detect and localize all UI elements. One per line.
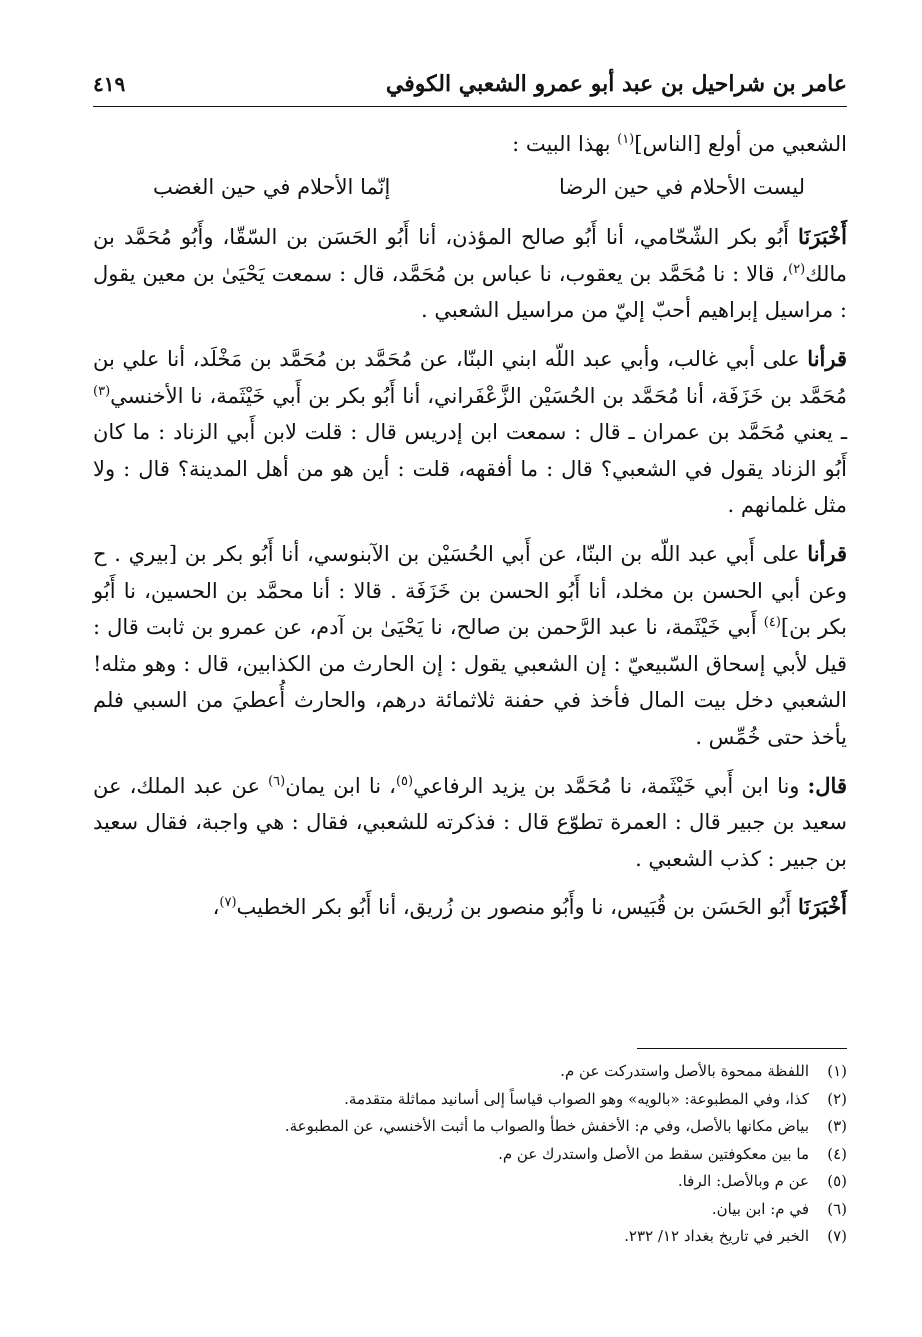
footnote-divider <box>637 1048 847 1049</box>
footnote-number: (٤) <box>827 1144 847 1163</box>
paragraph-text: بهذا البيت : <box>512 132 618 156</box>
footnote-item <box>93 1223 847 1251</box>
paragraph-text: عن عبد الملك، عن سعيد بن جبير قال : العمرة تطوّع قال : فذكرته للشعبي، فقال : هي واجبة، فقال سعيد بن جبير : كذب الشعبي . <box>93 773 847 871</box>
footnote-text: الخبر في تاريخ بغداد ١٢/ ٢٣٢. <box>624 1227 809 1245</box>
footnote-ref[interactable]: (٢) <box>788 261 806 277</box>
verse-hemistich-2: إنّما الأحلام في حين الغضب <box>153 174 391 199</box>
footnote-number: (٧) <box>827 1227 847 1245</box>
paragraph-text: أَبُو الحَسَن بن قُبَيس، نا وأَبُو منصور بن زُريق، أنا أَبُو بكر الخطيب <box>236 895 799 920</box>
isnad-keyword: أَخْبَرَنَا <box>798 224 847 250</box>
footnote-ref[interactable]: (٦) <box>268 773 286 789</box>
paragraph-text: أَبي خَيْثَمة، نا عبد الرَّحمن بن صالح، نا يَحْيَىٰ بن آدم، عن عمرو بن ثابت قال : قيل لأبي إسحاق السّبيعيّ : إن الشعبي يقول : إن الحارث من الكذابين، قال : وهو مثله! الشعبي دخل بيت المال فأخذ في حفنة ثلاثمائة درهم، والحارث أُعطيَ من السبي فلم يأخذ حتى خُمِّس . <box>93 615 847 749</box>
footnote-ref[interactable]: (٥) <box>395 773 414 789</box>
paragraph-text: ، قالا : نا مُحَمَّد بن يعقوب، نا عباس بن مُحَمَّد، قال : سمعت يَحْيَىٰ بن معين يقول : مراسيل إبراهيم أحبّ إليّ من مراسيل الشعبي . <box>93 261 847 323</box>
footnote-text: ما بين معكوفتين سقط من الأصل واستدرك عن م. <box>498 1144 809 1163</box>
paragraph-text: ، <box>212 895 220 920</box>
paragraph-5 <box>93 768 847 878</box>
verse-hemistich-1: ليست الأحلام في حين الرضا <box>558 174 805 199</box>
isnad-keyword: أَخْبَرَنَا <box>798 894 847 920</box>
paragraph-3 <box>93 341 847 524</box>
footnote-text: كذا، وفي المطبوعة: «بالويه» وهو الصواب قياساً إلى أسانيد مماثلة متقدمة. <box>344 1089 809 1108</box>
footnote-item <box>93 1141 847 1169</box>
paragraph-1 <box>93 126 847 163</box>
paragraph-2 <box>93 219 847 329</box>
footnote-number: (٢) <box>827 1089 847 1108</box>
footnote-item <box>93 1196 847 1224</box>
page-number: ٤١٩ <box>93 72 126 96</box>
isnad-keyword: قرأنا <box>807 540 847 566</box>
footnote-text: عن م وبالأصل: الرفا. <box>677 1172 809 1190</box>
footnote-text: بياض مكانها بالأصل، وفي م: الأخفش خطأ والصواب ما أثبت الأخنسي، عن المطبوعة. <box>284 1117 809 1135</box>
footnote-item <box>93 1113 847 1141</box>
footnote-ref[interactable]: (٤) <box>763 615 781 631</box>
main-text <box>93 126 847 938</box>
paragraph-text: ونا ابن أَبي خَيْثَمة، نا مُحَمَّد بن يزيد الرفاعي <box>413 773 808 798</box>
paragraph-4 <box>93 536 847 756</box>
footnotes <box>93 1058 847 1251</box>
paragraph-text: ، نا ابن يمان <box>285 773 396 798</box>
footnote-number: (٥) <box>827 1172 847 1190</box>
poetry-verse <box>93 169 847 206</box>
footnote-text: في م: ابن بيان. <box>711 1199 809 1218</box>
header-title: عامر بن شراحيل بن عبد أبو عمرو الشعبي الكوفي <box>385 71 847 97</box>
paragraph-6 <box>93 889 847 926</box>
footnote-ref[interactable]: (٣) <box>93 383 111 399</box>
footnote-number: (٣) <box>827 1117 847 1135</box>
footnote-number: (٦) <box>827 1199 847 1218</box>
paragraph-text: أَبُو بكر الشّحّامي، أنا أَبُو صالح المؤذن، أنا أَبُو الحَسَن بن السّقّا، وأَبُو مُحَمَّد بن مالك <box>93 225 847 286</box>
footnote-item <box>93 1168 847 1196</box>
footnote-text: اللفظة ممحوة بالأصل واستدركت عن م. <box>560 1062 809 1080</box>
footnote-item <box>93 1086 847 1114</box>
running-header <box>93 62 847 107</box>
isnad-keyword: قال: <box>807 772 847 798</box>
paragraph-text: ـ يعني مُحَمَّد بن عمران ـ قال : سمعت ابن إدريس قال : قلت لابن أَبي الزناد : ما كان أَبُو الزناد يقول في الشعبي؟ قال : ما أفقهه، قلت : أين هو من أهل المدينة؟ قال : ولا مثل غلمانهم . <box>93 420 847 518</box>
footnote-ref[interactable]: (١) <box>617 132 635 147</box>
paragraph-text: الشعبي من أولع [الناس] <box>634 132 847 156</box>
footnote-number: (١) <box>827 1062 847 1080</box>
footnote-item <box>93 1058 847 1086</box>
isnad-keyword: قرأنا <box>807 345 847 371</box>
footnote-ref[interactable]: (٧) <box>219 895 237 911</box>
paragraph-text: على أَبي عبد اللّه بن البنّا، عن أَبي الحُسَيْن بن الآبنوسي، أنا أَبُو بكر بن [بيري . ح وعن أبي الحسن بن مخلد، أنا أَبُو الحسن بن خَزَفَة . قالا : أنا محمَّد بن الحسين، نا أَبُو بكر بن] <box>93 541 847 640</box>
paragraph-text: على أبي غالب، وأبي عبد اللّه ابني البنّا، عن مُحَمَّد بن مُحَمَّد بن مَخْلَد، أنا علي بن مُحَمَّد بن خَزَفَة، أنا مُحَمَّد بن الحُسَيْن الزَّعْفَراني، أنا أَبُو بكر بن أَبي خَيْثَمة، نا الأخنسي <box>93 346 847 408</box>
